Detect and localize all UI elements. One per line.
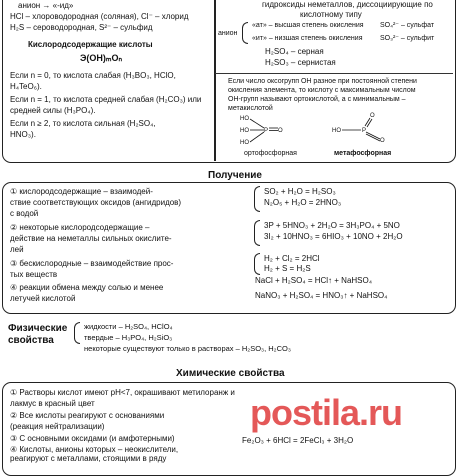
anion-label: анион — [218, 30, 238, 37]
svg-text:P: P — [264, 128, 269, 134]
chem-item-1b: лакмус в красный цвет — [10, 399, 95, 408]
prep-item-1a: ① кислородсодержащие – взаимодей- — [10, 187, 153, 196]
eq-brace-2 — [254, 220, 260, 246]
column-divider — [214, 0, 216, 161]
svg-text:P: P — [362, 128, 367, 134]
meta-label: метафосфорная — [334, 150, 392, 157]
physical-brace — [74, 322, 80, 344]
prep-item-3b: тых веществ — [10, 270, 58, 279]
chem-eq-3: Fe₂O₃ + 6HCl = 2FeCl₃ + 3H₂O — [242, 436, 354, 445]
svg-text:HO: HO — [240, 140, 249, 146]
orthophosphoric-structure — [238, 113, 288, 147]
svg-text:O: O — [380, 138, 385, 144]
chemical-title: Химические свойства — [176, 368, 285, 379]
prep-item-2a: ② некоторые кислородсодержащие – — [10, 223, 150, 232]
prep-item-4a: ④ реакции обмена между солью и менее — [10, 283, 164, 292]
prep-eq-4a: NaCl + H₂SO₄ = HCl↑ + NaHSO₄ — [255, 276, 372, 285]
poluchenie-title: Получение — [208, 170, 262, 181]
it-suffix: «ит» – низшая степень окисления — [252, 35, 363, 42]
n0-line: Если n = 0, то кислота слабая (H₃BO₃, HClO, — [10, 71, 176, 80]
eq-brace-3 — [254, 253, 260, 275]
suffix-rule: анион → «-ид» — [18, 1, 74, 10]
sulfate-label: SO₄²⁻ – сульфат — [380, 22, 435, 29]
prep-item-3a: ③ бескислородные – взаимодействие прос- — [10, 259, 174, 268]
prep-item-1b: ствие соответствующих оксидов (ангидридов) — [10, 198, 182, 207]
chem-item-2b: (реакция нейтрализации) — [10, 422, 105, 431]
chem-item-2a: ② Все кислоты реагируют с основаниями — [10, 411, 165, 420]
anion-brace — [242, 22, 248, 44]
svg-text:O: O — [278, 128, 283, 134]
n1-line: Если n = 1, то кислота средней слабая (H₂CO₃) или — [10, 95, 202, 104]
ortho-note-0: Если число оксогрупп OH разное при постоянной степени — [228, 78, 417, 85]
n2-line-b: HNO₃). — [10, 130, 36, 139]
chem-item-4b: реагируют с металлами, стоящими в ряду — [10, 454, 167, 463]
def-line-0: гидроксиды неметаллов, диссоциирующие по — [262, 0, 433, 9]
chem-item-3: ③ С основными оксидами (и амфотерными) — [10, 434, 175, 443]
ortho-note-1: окисления элемента, то кислоту с максимальным числом — [228, 87, 416, 94]
sulfite-label: SO₃²⁻ – сульфит — [380, 35, 435, 42]
eq-brace-1 — [254, 186, 260, 212]
physical-solids: твердые – H₃PO₄, H₂SiO₃ — [84, 333, 173, 342]
prep-item-2b: действие на неметаллы сильных окислите- — [10, 234, 172, 243]
prep-eq-1b: N₂O₅ + H₂O = 2HNO₃ — [264, 198, 342, 207]
prep-eq-3a: H₂ + Cl₂ = 2HCl — [264, 254, 320, 263]
oxo-acids-title: Кислородсодержащие кислоты — [28, 40, 153, 49]
def-line-1: кислотному типу — [300, 10, 362, 19]
at-suffix: «ат» – высшая степень окисления — [252, 22, 364, 29]
metaphosphoric-structure — [330, 110, 410, 148]
ortho-label: ортофосфорная — [244, 150, 297, 157]
n1-line-b: средней силы (H₃PO₄). — [10, 106, 96, 115]
physical-title-1: Физические — [8, 323, 68, 334]
chem-item-4a: ④ Кислоты, анионы которых – неокислители, — [10, 445, 179, 454]
chem-item-1a: ① Растворы кислот имеют pH<7, окрашивают метилоранж и — [10, 388, 235, 397]
right-rule — [215, 73, 453, 74]
prep-item-4b: летучей кислотой — [10, 294, 76, 303]
watermark-logo: postila.ru — [250, 392, 403, 433]
h2s-line: H₂S – сероводородная, S²⁻ – сульфид — [10, 23, 153, 32]
hcl-line: HCl – хлороводородная (соляная), Cl⁻ – хлорид — [10, 12, 189, 21]
physical-liquids: жидкости – H₂SO₄, HClO₄ — [84, 322, 173, 331]
prep-item-2c: лей — [10, 245, 24, 254]
svg-text:HO: HO — [332, 128, 341, 134]
prep-eq-1a: SO₂ + H₂O = H₂SO₃ — [264, 187, 336, 196]
prep-item-1c: с водой — [10, 209, 39, 218]
ortho-note-3: метакислотой — [228, 105, 273, 112]
svg-text:O: O — [370, 113, 375, 119]
prep-eq-2a: 3P + 5HNO₃ + 2H₂O = 3H₃PO₄ + 5NO — [264, 221, 400, 230]
physical-solutions: некоторые существуют только в растворах – H₂SO₃, H₂CO₃ — [84, 344, 291, 353]
svg-text:HO: HO — [240, 116, 249, 122]
sulfuric-acid: H₂SO₄ – серная — [265, 47, 324, 56]
ortho-note-2: OH-групп называют ортокислотой, а с минимальным – — [228, 96, 406, 103]
n0-line-b: H₄TeO₆). — [10, 82, 42, 91]
oxo-formula: Э(OH)ₘOₙ — [80, 53, 123, 63]
physical-title-2: свойства — [8, 335, 54, 346]
prep-eq-3b: H₂ + S = H₂S — [264, 264, 311, 273]
prep-eq-4b: NaNO₃ + H₂SO₄ = HNO₃↑ + NaHSO₄ — [255, 291, 388, 300]
n2-line: Если n ≥ 2, то кислота сильная (H₂SO₄, — [10, 119, 156, 128]
svg-text:HO: HO — [240, 128, 249, 134]
sulfurous-acid: H₂SO₃ – сернистая — [265, 58, 336, 67]
prep-eq-2b: 3I₂ + 10HNO₃ = 6HIO₃ + 10NO + 2H₂O — [264, 232, 403, 241]
